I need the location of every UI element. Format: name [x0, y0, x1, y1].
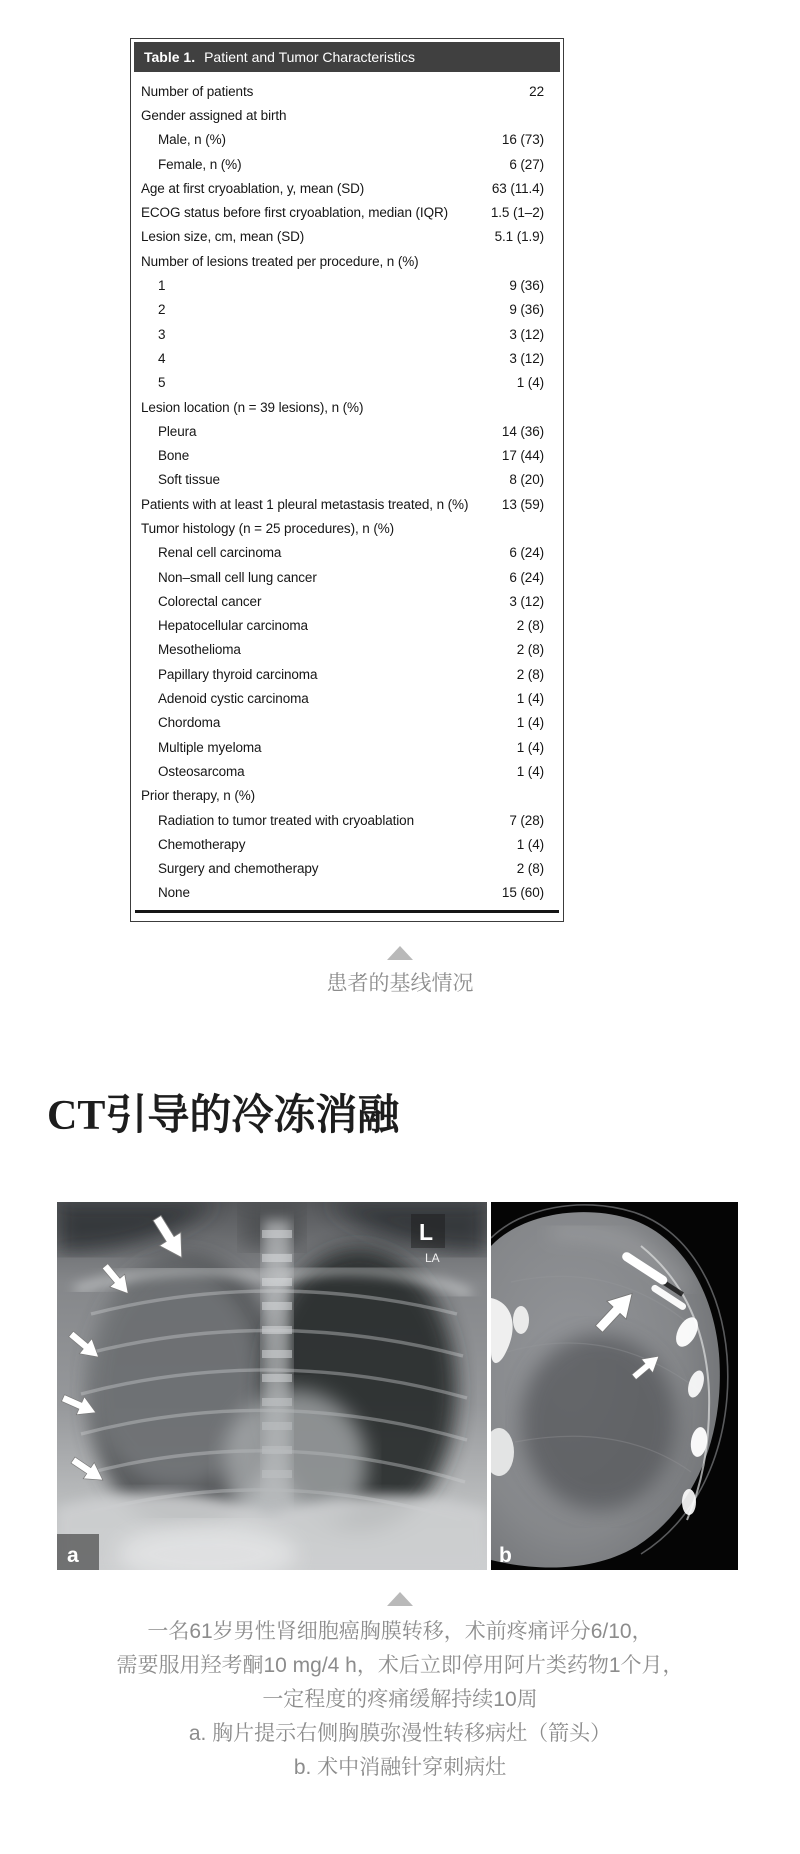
table-row-label: 2: [158, 302, 166, 318]
table-row: [134, 589, 560, 613]
table-rows: [134, 72, 560, 905]
table-row: [134, 516, 560, 540]
figure-caption-line: a. 胸片提示右侧胸膜弥漫性转移病灶（箭头）: [188, 1722, 612, 1745]
table-row-label: Patients with at least 1 pleural metastasis treated, n (%): [141, 496, 469, 512]
table-row: [134, 79, 560, 103]
table-row-label: Lesion size, cm, mean (SD): [141, 229, 305, 245]
table-row-label: Chordoma: [158, 715, 221, 731]
section-heading: CT引导的冷冻消融: [47, 1093, 400, 1139]
table-row: [134, 614, 560, 638]
table-row-label: Mesothelioma: [158, 642, 241, 658]
table-row-value: 1 (4): [516, 691, 544, 707]
table-row-label: Number of lesions treated per procedure, n (%): [141, 253, 419, 269]
table-row: [134, 371, 560, 395]
table-row: [134, 541, 560, 565]
table-row-value: 9 (36): [509, 278, 544, 294]
table-row-label: 1: [158, 278, 166, 294]
panel-b-label: b: [499, 1544, 512, 1567]
figure-caption-lines: [0, 1615, 800, 1785]
table-row-label: Male, n (%): [158, 132, 226, 148]
table-row-label: Papillary thyroid carcinoma: [158, 666, 318, 682]
table-row-value: 2 (8): [516, 861, 544, 877]
table-bottom-rule: [135, 910, 559, 913]
table-row-value: 2 (8): [516, 618, 544, 634]
table-row-label: Age at first cryoablation, y, mean (SD): [141, 180, 365, 196]
table-row-label: Female, n (%): [158, 156, 242, 172]
table-row-label: Prior therapy, n (%): [141, 788, 256, 804]
table-row-label: Lesion location (n = 39 lesions), n (%): [141, 399, 364, 415]
table-row-value: 16 (73): [501, 132, 544, 148]
table-caption: [0, 946, 800, 999]
orientation-la-marker: LA: [425, 1251, 440, 1265]
table-row-value: 3 (12): [509, 326, 544, 342]
table-row-label: Colorectal cancer: [158, 593, 262, 609]
table-row-value: 13 (59): [501, 496, 544, 512]
table-row-label: Non–small cell lung cancer: [158, 569, 317, 585]
table-row-value: 1 (4): [516, 715, 544, 731]
table-row-label: 5: [158, 375, 166, 391]
article-page: [0, 38, 800, 1854]
table-row-label: Surgery and chemotherapy: [158, 861, 319, 877]
triangle-up-icon: [387, 1592, 413, 1606]
table-row-label: 3: [158, 326, 166, 342]
table-title: Patient and Tumor Characteristics: [204, 49, 415, 65]
table-row: [134, 881, 560, 905]
table-row-label: Renal cell carcinoma: [158, 545, 282, 561]
table-row: [134, 225, 560, 249]
table-row: [134, 249, 560, 273]
table-row: [134, 395, 560, 419]
table-row-value: 1 (4): [516, 763, 544, 779]
table-row: [134, 346, 560, 370]
table-row: [134, 784, 560, 808]
table-row-label: None: [158, 885, 190, 901]
table-row: [134, 759, 560, 783]
clinical-figure: [57, 1202, 738, 1570]
table-row-value: 8 (20): [509, 472, 544, 488]
table-row: [134, 273, 560, 297]
table-row: [134, 152, 560, 176]
table-row-label: 4: [158, 350, 166, 366]
figure-caption-line: b. 术中消融针穿刺病灶: [293, 1756, 507, 1779]
table-row-value: 1 (4): [516, 836, 544, 852]
table-row: [134, 638, 560, 662]
table-row-label: Soft tissue: [158, 472, 220, 488]
table-row: [134, 686, 560, 710]
table-row-value: 1 (4): [516, 375, 544, 391]
table-row-value: 17 (44): [501, 448, 544, 464]
table-row: [134, 468, 560, 492]
table-title-bar: [134, 42, 560, 72]
table-row-value: 1.5 (1–2): [490, 205, 544, 221]
table-row: [134, 711, 560, 735]
table-row-label: Gender assigned at birth: [141, 107, 287, 123]
table-row-value: 22: [529, 83, 544, 99]
table-row: [134, 662, 560, 686]
table-row-label: ECOG status before first cryoablation, median (IQR): [141, 205, 449, 221]
table-row: [134, 176, 560, 200]
table-row-label: Number of patients: [141, 83, 254, 99]
figure-caption-line: 需要服用羟考酮10 mg/4 h，术后立即停用阿片类药物1个月，: [116, 1654, 684, 1677]
table-row-value: 2 (8): [516, 642, 544, 658]
table-row: [134, 443, 560, 467]
table-row-value: 15 (60): [501, 885, 544, 901]
table-row: [134, 128, 560, 152]
table-row-value: 6 (24): [509, 545, 544, 561]
table-row-label: Pleura: [158, 423, 197, 439]
table-row-value: 1 (4): [516, 739, 544, 755]
table-row: [134, 857, 560, 881]
table-row-value: 7 (28): [509, 812, 544, 828]
table-row-label: Multiple myeloma: [158, 739, 262, 755]
table-caption-text: 患者的基线情况: [326, 972, 474, 995]
table-row-value: 63 (11.4): [491, 180, 544, 196]
table-number-label: Table 1.: [144, 49, 196, 65]
table-row-value: 14 (36): [501, 423, 544, 439]
table-row-label: Bone: [158, 448, 190, 464]
table-row-value: 3 (12): [509, 593, 544, 609]
triangle-up-icon: [387, 946, 413, 960]
ct-panel: [491, 1202, 738, 1570]
table-row-value: 6 (24): [509, 569, 544, 585]
table-row-value: 3 (12): [509, 350, 544, 366]
table-row-value: 5.1 (1.9): [494, 229, 544, 245]
table-row: [134, 322, 560, 346]
patient-tumor-characteristics-table: [130, 38, 564, 922]
table-row: [134, 565, 560, 589]
table-row-value: 9 (36): [509, 302, 544, 318]
table-row-label: Adenoid cystic carcinoma: [158, 691, 309, 707]
table-row: [134, 832, 560, 856]
table-row: [134, 492, 560, 516]
orientation-l-marker: L: [419, 1219, 434, 1245]
table-row-label: Hepatocellular carcinoma: [158, 618, 308, 634]
table-row: [134, 808, 560, 832]
figure-caption-line: 一名61岁男性肾细胞癌胸膜转移，术前疼痛评分6/10，: [147, 1620, 653, 1643]
table-row-label: Radiation to tumor treated with cryoablation: [158, 812, 414, 828]
table-row-value: 2 (8): [516, 666, 544, 682]
table-row-label: Tumor histology (n = 25 procedures), n (%): [141, 520, 395, 536]
table-row: [134, 200, 560, 224]
table-row-label: Osteosarcoma: [158, 763, 245, 779]
table-row: [134, 298, 560, 322]
table-row-label: Chemotherapy: [158, 836, 246, 852]
table-row-value: 6 (27): [509, 156, 544, 172]
table-row: [134, 735, 560, 759]
table-row: [134, 103, 560, 127]
panel-a-label: a: [67, 1544, 79, 1567]
xray-panel: [57, 1202, 487, 1570]
figure-caption-line: 一定程度的疼痛缓解持续10周: [262, 1688, 538, 1711]
table-row: [134, 419, 560, 443]
figure-caption: [0, 1592, 800, 1785]
